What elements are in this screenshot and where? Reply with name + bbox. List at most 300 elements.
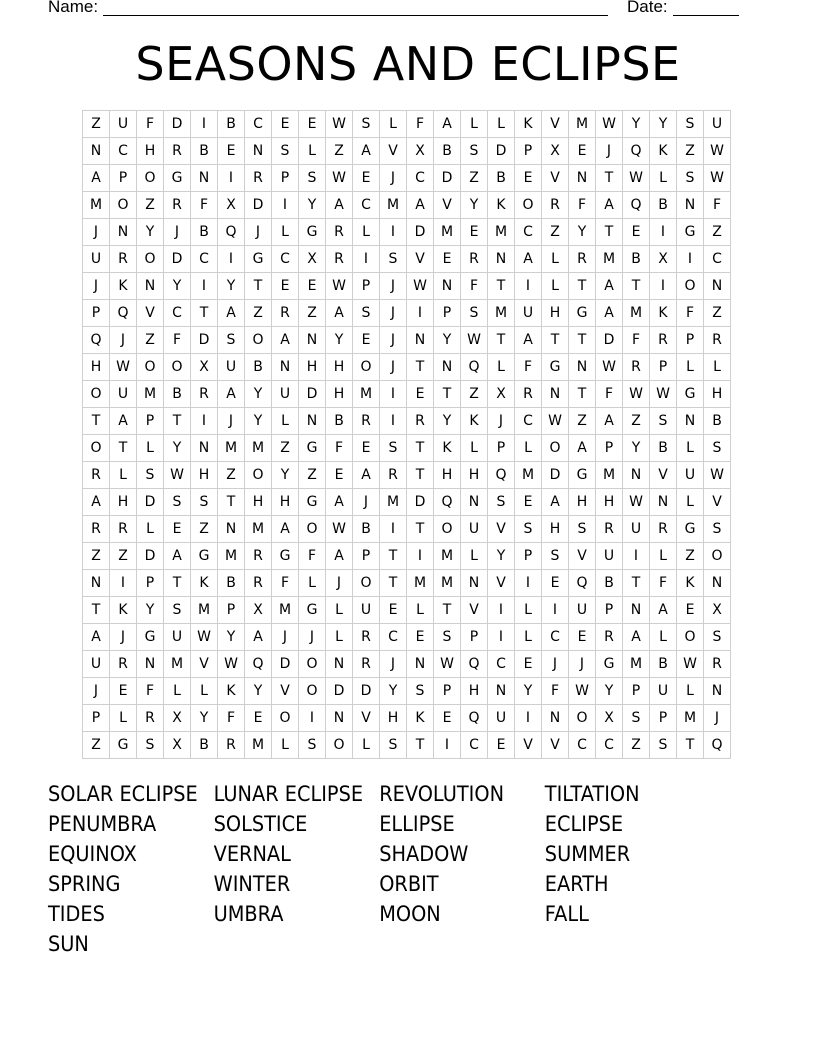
grid-cell[interactable]: I	[515, 705, 542, 732]
grid-cell[interactable]: A	[326, 192, 353, 219]
grid-cell[interactable]: U	[272, 381, 299, 408]
grid-cell[interactable]: S	[191, 489, 218, 516]
grid-cell[interactable]: E	[677, 597, 704, 624]
grid-cell[interactable]: T	[407, 354, 434, 381]
grid-cell[interactable]: R	[110, 516, 137, 543]
grid-cell[interactable]: R	[461, 246, 488, 273]
grid-cell[interactable]: L	[326, 597, 353, 624]
grid-cell[interactable]: B	[164, 381, 191, 408]
grid-cell[interactable]: V	[542, 111, 569, 138]
grid-cell[interactable]: R	[380, 462, 407, 489]
grid-cell[interactable]: P	[434, 300, 461, 327]
grid-cell[interactable]: N	[299, 327, 326, 354]
grid-cell[interactable]: L	[488, 111, 515, 138]
grid-cell[interactable]: E	[569, 624, 596, 651]
grid-cell[interactable]: W	[326, 165, 353, 192]
grid-cell[interactable]: K	[110, 273, 137, 300]
grid-cell[interactable]: B	[704, 408, 731, 435]
grid-cell[interactable]: T	[623, 570, 650, 597]
grid-cell[interactable]: Z	[461, 381, 488, 408]
grid-cell[interactable]: W	[677, 651, 704, 678]
grid-cell[interactable]: M	[623, 651, 650, 678]
grid-cell[interactable]: S	[461, 300, 488, 327]
grid-cell[interactable]: Z	[218, 462, 245, 489]
grid-cell[interactable]: N	[407, 327, 434, 354]
grid-cell[interactable]: H	[569, 489, 596, 516]
grid-cell[interactable]: N	[677, 192, 704, 219]
grid-cell[interactable]: Y	[380, 678, 407, 705]
grid-cell[interactable]: N	[191, 165, 218, 192]
grid-cell[interactable]: M	[164, 651, 191, 678]
grid-cell[interactable]: V	[650, 462, 677, 489]
grid-cell[interactable]: L	[650, 624, 677, 651]
grid-cell[interactable]: Z	[569, 408, 596, 435]
grid-cell[interactable]: R	[164, 138, 191, 165]
grid-cell[interactable]: A	[596, 408, 623, 435]
grid-cell[interactable]: C	[110, 138, 137, 165]
grid-cell[interactable]: T	[83, 408, 110, 435]
grid-cell[interactable]: N	[623, 462, 650, 489]
grid-cell[interactable]: Y	[245, 408, 272, 435]
grid-cell[interactable]: T	[623, 273, 650, 300]
grid-cell[interactable]: R	[353, 651, 380, 678]
grid-cell[interactable]: W	[596, 111, 623, 138]
grid-cell[interactable]: Y	[623, 435, 650, 462]
grid-cell[interactable]: Q	[110, 300, 137, 327]
grid-cell[interactable]: M	[407, 570, 434, 597]
grid-cell[interactable]: A	[110, 408, 137, 435]
grid-cell[interactable]: N	[677, 408, 704, 435]
grid-cell[interactable]: K	[677, 570, 704, 597]
grid-cell[interactable]: C	[704, 246, 731, 273]
grid-cell[interactable]: D	[137, 543, 164, 570]
grid-cell[interactable]: S	[488, 489, 515, 516]
grid-cell[interactable]: M	[488, 300, 515, 327]
grid-cell[interactable]: A	[407, 192, 434, 219]
grid-cell[interactable]: N	[542, 381, 569, 408]
grid-cell[interactable]: N	[245, 138, 272, 165]
grid-cell[interactable]: E	[488, 732, 515, 759]
grid-cell[interactable]: N	[137, 273, 164, 300]
grid-cell[interactable]: O	[434, 516, 461, 543]
grid-cell[interactable]: U	[110, 111, 137, 138]
grid-cell[interactable]: L	[677, 435, 704, 462]
grid-cell[interactable]: E	[326, 462, 353, 489]
grid-cell[interactable]: A	[218, 300, 245, 327]
grid-cell[interactable]: N	[434, 273, 461, 300]
grid-cell[interactable]: R	[407, 408, 434, 435]
grid-cell[interactable]: H	[380, 705, 407, 732]
grid-cell[interactable]: J	[380, 273, 407, 300]
grid-cell[interactable]: E	[407, 381, 434, 408]
grid-cell[interactable]: L	[542, 273, 569, 300]
grid-cell[interactable]: X	[407, 138, 434, 165]
grid-cell[interactable]: H	[542, 516, 569, 543]
grid-cell[interactable]: W	[569, 678, 596, 705]
grid-cell[interactable]: M	[245, 732, 272, 759]
grid-cell[interactable]: R	[569, 246, 596, 273]
grid-cell[interactable]: S	[137, 732, 164, 759]
grid-cell[interactable]: T	[83, 597, 110, 624]
grid-cell[interactable]: I	[515, 570, 542, 597]
grid-cell[interactable]: S	[218, 327, 245, 354]
grid-cell[interactable]: Z	[623, 732, 650, 759]
grid-cell[interactable]: Y	[515, 678, 542, 705]
grid-cell[interactable]: T	[542, 327, 569, 354]
grid-cell[interactable]: L	[677, 354, 704, 381]
grid-cell[interactable]: E	[623, 219, 650, 246]
grid-cell[interactable]: G	[299, 597, 326, 624]
grid-cell[interactable]: M	[623, 300, 650, 327]
grid-cell[interactable]: N	[488, 246, 515, 273]
grid-cell[interactable]: G	[542, 354, 569, 381]
grid-cell[interactable]: T	[434, 597, 461, 624]
grid-cell[interactable]: U	[83, 246, 110, 273]
grid-cell[interactable]: I	[110, 570, 137, 597]
grid-cell[interactable]: J	[218, 408, 245, 435]
grid-cell[interactable]: L	[353, 732, 380, 759]
grid-cell[interactable]: I	[272, 192, 299, 219]
grid-cell[interactable]: B	[191, 138, 218, 165]
grid-cell[interactable]: Z	[461, 165, 488, 192]
grid-cell[interactable]: N	[407, 651, 434, 678]
grid-cell[interactable]: J	[488, 408, 515, 435]
grid-cell[interactable]: Q	[461, 651, 488, 678]
grid-cell[interactable]: Z	[677, 543, 704, 570]
grid-cell[interactable]: D	[407, 489, 434, 516]
grid-cell[interactable]: S	[623, 705, 650, 732]
grid-cell[interactable]: T	[164, 408, 191, 435]
grid-cell[interactable]: K	[434, 435, 461, 462]
grid-cell[interactable]: T	[164, 570, 191, 597]
grid-cell[interactable]: O	[542, 435, 569, 462]
grid-cell[interactable]: B	[488, 165, 515, 192]
grid-cell[interactable]: Z	[677, 138, 704, 165]
grid-cell[interactable]: W	[704, 462, 731, 489]
grid-cell[interactable]: L	[704, 354, 731, 381]
grid-cell[interactable]: F	[326, 435, 353, 462]
grid-cell[interactable]: L	[326, 624, 353, 651]
grid-cell[interactable]: Y	[272, 462, 299, 489]
grid-cell[interactable]: R	[137, 705, 164, 732]
grid-cell[interactable]: B	[218, 111, 245, 138]
grid-cell[interactable]: X	[164, 705, 191, 732]
grid-cell[interactable]: G	[245, 246, 272, 273]
grid-cell[interactable]: F	[299, 543, 326, 570]
grid-cell[interactable]: L	[542, 246, 569, 273]
grid-cell[interactable]: Y	[218, 273, 245, 300]
grid-cell[interactable]: W	[461, 327, 488, 354]
grid-cell[interactable]: Y	[137, 597, 164, 624]
grid-cell[interactable]: N	[191, 435, 218, 462]
grid-cell[interactable]: D	[245, 192, 272, 219]
grid-cell[interactable]: A	[434, 111, 461, 138]
grid-cell[interactable]: H	[137, 138, 164, 165]
grid-cell[interactable]: G	[299, 435, 326, 462]
grid-cell[interactable]: X	[191, 354, 218, 381]
grid-cell[interactable]: G	[164, 165, 191, 192]
grid-cell[interactable]: D	[488, 138, 515, 165]
grid-cell[interactable]: U	[353, 597, 380, 624]
grid-cell[interactable]: D	[191, 327, 218, 354]
grid-cell[interactable]: X	[218, 192, 245, 219]
grid-cell[interactable]: U	[704, 111, 731, 138]
grid-cell[interactable]: S	[272, 138, 299, 165]
grid-cell[interactable]: D	[407, 219, 434, 246]
grid-cell[interactable]: O	[137, 165, 164, 192]
grid-cell[interactable]: P	[353, 273, 380, 300]
grid-cell[interactable]: H	[434, 462, 461, 489]
grid-cell[interactable]: S	[677, 111, 704, 138]
grid-cell[interactable]: S	[704, 435, 731, 462]
grid-cell[interactable]: D	[137, 489, 164, 516]
grid-cell[interactable]: R	[191, 381, 218, 408]
grid-cell[interactable]: V	[137, 300, 164, 327]
grid-cell[interactable]: F	[218, 705, 245, 732]
grid-cell[interactable]: R	[110, 246, 137, 273]
grid-cell[interactable]: W	[191, 624, 218, 651]
grid-cell[interactable]: Z	[704, 219, 731, 246]
grid-cell[interactable]: I	[650, 219, 677, 246]
grid-cell[interactable]: A	[245, 624, 272, 651]
grid-cell[interactable]: S	[461, 138, 488, 165]
grid-cell[interactable]: U	[164, 624, 191, 651]
grid-cell[interactable]: N	[299, 408, 326, 435]
grid-cell[interactable]: L	[137, 516, 164, 543]
grid-cell[interactable]: Y	[299, 192, 326, 219]
grid-cell[interactable]: T	[110, 435, 137, 462]
grid-cell[interactable]: Q	[704, 732, 731, 759]
grid-cell[interactable]: E	[218, 138, 245, 165]
grid-cell[interactable]: M	[83, 192, 110, 219]
grid-cell[interactable]: A	[650, 597, 677, 624]
grid-cell[interactable]: F	[137, 111, 164, 138]
grid-cell[interactable]: S	[677, 165, 704, 192]
grid-cell[interactable]: N	[569, 354, 596, 381]
grid-cell[interactable]: Z	[245, 300, 272, 327]
grid-cell[interactable]: W	[218, 651, 245, 678]
grid-cell[interactable]: T	[218, 489, 245, 516]
grid-cell[interactable]: Z	[299, 300, 326, 327]
grid-cell[interactable]: A	[596, 300, 623, 327]
grid-cell[interactable]: H	[596, 489, 623, 516]
grid-cell[interactable]: Y	[596, 678, 623, 705]
grid-cell[interactable]: C	[596, 732, 623, 759]
grid-cell[interactable]: Y	[623, 111, 650, 138]
grid-cell[interactable]: I	[380, 381, 407, 408]
grid-cell[interactable]: F	[191, 192, 218, 219]
grid-cell[interactable]: O	[677, 273, 704, 300]
grid-cell[interactable]: E	[353, 327, 380, 354]
grid-cell[interactable]: J	[380, 651, 407, 678]
grid-cell[interactable]: P	[677, 327, 704, 354]
grid-cell[interactable]: L	[272, 732, 299, 759]
grid-cell[interactable]: L	[677, 489, 704, 516]
grid-cell[interactable]: J	[380, 165, 407, 192]
grid-cell[interactable]: R	[245, 570, 272, 597]
grid-cell[interactable]: N	[650, 489, 677, 516]
grid-cell[interactable]: B	[596, 570, 623, 597]
grid-cell[interactable]: O	[83, 381, 110, 408]
grid-cell[interactable]: V	[272, 678, 299, 705]
grid-cell[interactable]: D	[272, 651, 299, 678]
grid-cell[interactable]: G	[137, 624, 164, 651]
grid-cell[interactable]: K	[461, 408, 488, 435]
grid-cell[interactable]: P	[434, 678, 461, 705]
grid-cell[interactable]: J	[299, 624, 326, 651]
grid-cell[interactable]: L	[461, 111, 488, 138]
grid-cell[interactable]: D	[164, 246, 191, 273]
grid-cell[interactable]: Z	[83, 111, 110, 138]
grid-cell[interactable]: I	[542, 597, 569, 624]
grid-cell[interactable]: E	[569, 138, 596, 165]
grid-cell[interactable]: P	[110, 165, 137, 192]
grid-cell[interactable]: M	[218, 435, 245, 462]
grid-cell[interactable]: L	[272, 408, 299, 435]
grid-cell[interactable]: O	[245, 462, 272, 489]
grid-cell[interactable]: N	[461, 570, 488, 597]
grid-cell[interactable]: Z	[704, 300, 731, 327]
grid-cell[interactable]: M	[569, 111, 596, 138]
grid-cell[interactable]: S	[164, 597, 191, 624]
grid-cell[interactable]: S	[353, 111, 380, 138]
grid-cell[interactable]: A	[569, 435, 596, 462]
grid-cell[interactable]: M	[191, 597, 218, 624]
grid-cell[interactable]: E	[407, 624, 434, 651]
grid-cell[interactable]: M	[380, 192, 407, 219]
grid-cell[interactable]: X	[650, 246, 677, 273]
grid-cell[interactable]: R	[623, 354, 650, 381]
grid-cell[interactable]: K	[218, 678, 245, 705]
grid-cell[interactable]: Q	[83, 327, 110, 354]
grid-cell[interactable]: P	[218, 597, 245, 624]
grid-cell[interactable]: D	[299, 381, 326, 408]
grid-cell[interactable]: P	[137, 570, 164, 597]
grid-cell[interactable]: Q	[245, 651, 272, 678]
grid-cell[interactable]: M	[137, 381, 164, 408]
grid-cell[interactable]: P	[596, 597, 623, 624]
grid-cell[interactable]: I	[488, 597, 515, 624]
grid-cell[interactable]: T	[596, 165, 623, 192]
grid-cell[interactable]: S	[704, 624, 731, 651]
grid-cell[interactable]: K	[110, 597, 137, 624]
grid-cell[interactable]: C	[191, 246, 218, 273]
date-blank-line[interactable]	[673, 15, 739, 16]
grid-cell[interactable]: D	[353, 678, 380, 705]
grid-cell[interactable]: R	[83, 516, 110, 543]
grid-cell[interactable]: E	[461, 219, 488, 246]
grid-cell[interactable]: L	[650, 543, 677, 570]
grid-cell[interactable]: T	[488, 327, 515, 354]
grid-cell[interactable]: M	[515, 462, 542, 489]
grid-cell[interactable]: A	[596, 273, 623, 300]
grid-cell[interactable]: A	[326, 489, 353, 516]
grid-cell[interactable]: I	[407, 543, 434, 570]
grid-cell[interactable]: R	[326, 219, 353, 246]
grid-cell[interactable]: Y	[461, 192, 488, 219]
grid-cell[interactable]: U	[488, 705, 515, 732]
grid-cell[interactable]: T	[596, 219, 623, 246]
grid-cell[interactable]: M	[596, 462, 623, 489]
grid-cell[interactable]: V	[704, 489, 731, 516]
grid-cell[interactable]: B	[245, 354, 272, 381]
grid-cell[interactable]: R	[596, 624, 623, 651]
grid-cell[interactable]: B	[650, 435, 677, 462]
grid-cell[interactable]: J	[83, 273, 110, 300]
grid-cell[interactable]: R	[326, 246, 353, 273]
grid-cell[interactable]: V	[191, 651, 218, 678]
grid-cell[interactable]: W	[704, 138, 731, 165]
grid-cell[interactable]: B	[650, 192, 677, 219]
grid-cell[interactable]: K	[407, 705, 434, 732]
grid-cell[interactable]: Q	[623, 192, 650, 219]
grid-cell[interactable]: C	[515, 408, 542, 435]
grid-cell[interactable]: A	[83, 624, 110, 651]
grid-cell[interactable]: V	[353, 705, 380, 732]
grid-cell[interactable]: S	[704, 516, 731, 543]
grid-cell[interactable]: I	[407, 300, 434, 327]
grid-cell[interactable]: F	[272, 570, 299, 597]
grid-cell[interactable]: O	[569, 705, 596, 732]
grid-cell[interactable]: F	[515, 354, 542, 381]
grid-cell[interactable]: J	[569, 651, 596, 678]
grid-cell[interactable]: I	[191, 111, 218, 138]
grid-cell[interactable]: R	[245, 543, 272, 570]
grid-cell[interactable]: R	[650, 516, 677, 543]
grid-cell[interactable]: P	[488, 435, 515, 462]
grid-cell[interactable]: L	[407, 597, 434, 624]
grid-cell[interactable]: A	[218, 381, 245, 408]
grid-cell[interactable]: S	[380, 732, 407, 759]
grid-cell[interactable]: M	[488, 219, 515, 246]
grid-cell[interactable]: E	[542, 570, 569, 597]
grid-cell[interactable]: D	[164, 111, 191, 138]
grid-cell[interactable]: R	[596, 516, 623, 543]
grid-cell[interactable]: R	[515, 381, 542, 408]
grid-cell[interactable]: O	[137, 354, 164, 381]
grid-cell[interactable]: Y	[218, 624, 245, 651]
grid-cell[interactable]: V	[569, 543, 596, 570]
grid-cell[interactable]: D	[434, 165, 461, 192]
grid-cell[interactable]: C	[272, 246, 299, 273]
grid-cell[interactable]: O	[299, 651, 326, 678]
grid-cell[interactable]: T	[434, 381, 461, 408]
grid-cell[interactable]: U	[83, 651, 110, 678]
grid-cell[interactable]: Y	[164, 435, 191, 462]
grid-cell[interactable]: P	[650, 705, 677, 732]
grid-cell[interactable]: O	[299, 678, 326, 705]
grid-cell[interactable]: V	[407, 246, 434, 273]
grid-cell[interactable]: C	[515, 219, 542, 246]
grid-cell[interactable]: N	[704, 678, 731, 705]
grid-cell[interactable]: J	[596, 138, 623, 165]
grid-cell[interactable]: N	[542, 705, 569, 732]
grid-cell[interactable]: L	[515, 597, 542, 624]
grid-cell[interactable]: H	[704, 381, 731, 408]
grid-cell[interactable]: L	[677, 678, 704, 705]
grid-cell[interactable]: R	[164, 192, 191, 219]
grid-cell[interactable]: F	[704, 192, 731, 219]
grid-cell[interactable]: W	[326, 516, 353, 543]
grid-cell[interactable]: U	[650, 678, 677, 705]
grid-cell[interactable]: R	[704, 651, 731, 678]
grid-cell[interactable]: G	[272, 543, 299, 570]
grid-cell[interactable]: V	[542, 165, 569, 192]
grid-cell[interactable]: G	[677, 516, 704, 543]
grid-cell[interactable]: N	[83, 138, 110, 165]
grid-cell[interactable]: B	[434, 138, 461, 165]
grid-cell[interactable]: X	[245, 597, 272, 624]
